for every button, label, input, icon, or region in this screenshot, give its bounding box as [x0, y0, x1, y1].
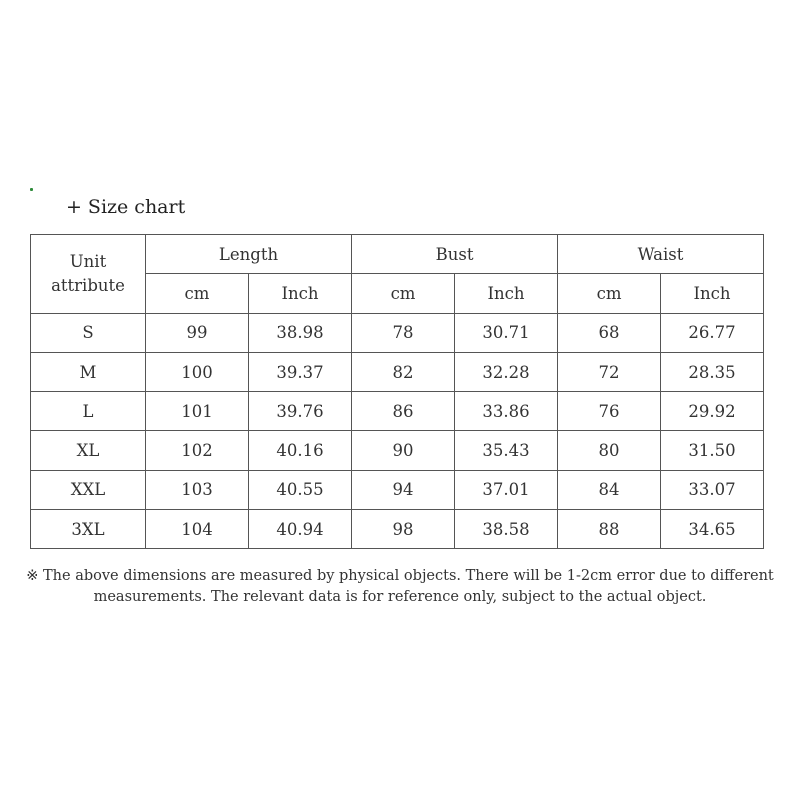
bust-inch: 32.28 — [455, 352, 558, 391]
title-text: Size chart — [87, 196, 186, 218]
bust-cm: 86 — [352, 392, 455, 431]
waist-inch: 33.07 — [661, 470, 764, 509]
bust-cm: 90 — [352, 431, 455, 470]
table-row — [31, 352, 764, 391]
plus-icon: + — [66, 196, 82, 218]
waist-inch: 28.35 — [661, 352, 764, 391]
waist-cm: 88 — [558, 510, 661, 549]
header-waist: Waist — [558, 235, 764, 274]
bust-inch: 30.71 — [455, 313, 558, 352]
waist-cm: 76 — [558, 392, 661, 431]
length-cm: 100 — [146, 352, 249, 391]
bust-inch: 33.86 — [455, 392, 558, 431]
bust-inch: 37.01 — [455, 470, 558, 509]
waist-cm: 80 — [558, 431, 661, 470]
unit-inch: Inch — [249, 274, 352, 313]
header-bust: Bust — [352, 235, 558, 274]
size-label: S — [31, 313, 146, 352]
bust-cm: 82 — [352, 352, 455, 391]
unit-cm: cm — [352, 274, 455, 313]
waist-cm: 72 — [558, 352, 661, 391]
waist-inch: 34.65 — [661, 510, 764, 549]
length-inch: 40.55 — [249, 470, 352, 509]
size-label: XXL — [31, 470, 146, 509]
waist-inch: 29.92 — [661, 392, 764, 431]
waist-cm: 68 — [558, 313, 661, 352]
unit-inch: Inch — [455, 274, 558, 313]
size-table — [30, 234, 764, 549]
bust-cm: 94 — [352, 470, 455, 509]
disclaimer-note — [20, 566, 780, 608]
bust-inch: 35.43 — [455, 431, 558, 470]
size-label: 3XL — [31, 510, 146, 549]
header-length: Length — [146, 235, 352, 274]
table-row — [31, 431, 764, 470]
unit-attribute-header: Unit attribute — [31, 235, 146, 314]
table-row — [31, 470, 764, 509]
length-inch: 39.76 — [249, 392, 352, 431]
length-cm: 104 — [146, 510, 249, 549]
length-inch: 40.16 — [249, 431, 352, 470]
bust-cm: 78 — [352, 313, 455, 352]
waist-cm: 84 — [558, 470, 661, 509]
note-line-2: measurements. The relevant data is for reference only, subject to the actual object. — [93, 589, 707, 605]
length-cm: 103 — [146, 470, 249, 509]
length-cm: 102 — [146, 431, 249, 470]
bust-inch: 38.58 — [455, 510, 558, 549]
note-line-1: ※ The above dimensions are measured by physical objects. There will be 1-2cm error due to different — [26, 568, 774, 584]
table-row — [31, 313, 764, 352]
waist-inch: 31.50 — [661, 431, 764, 470]
length-cm: 101 — [146, 392, 249, 431]
waist-inch: 26.77 — [661, 313, 764, 352]
unit-inch: Inch — [661, 274, 764, 313]
size-label: M — [31, 352, 146, 391]
length-inch: 38.98 — [249, 313, 352, 352]
decorative-dot — [30, 188, 33, 191]
table-header-row — [31, 235, 764, 274]
bust-cm: 98 — [352, 510, 455, 549]
length-inch: 40.94 — [249, 510, 352, 549]
size-label: XL — [31, 431, 146, 470]
table-row — [31, 392, 764, 431]
unit-cm: cm — [146, 274, 249, 313]
table-row — [31, 510, 764, 549]
length-inch: 39.37 — [249, 352, 352, 391]
length-cm: 99 — [146, 313, 249, 352]
size-label: L — [31, 392, 146, 431]
unit-cm: cm — [558, 274, 661, 313]
page-title — [66, 196, 185, 218]
